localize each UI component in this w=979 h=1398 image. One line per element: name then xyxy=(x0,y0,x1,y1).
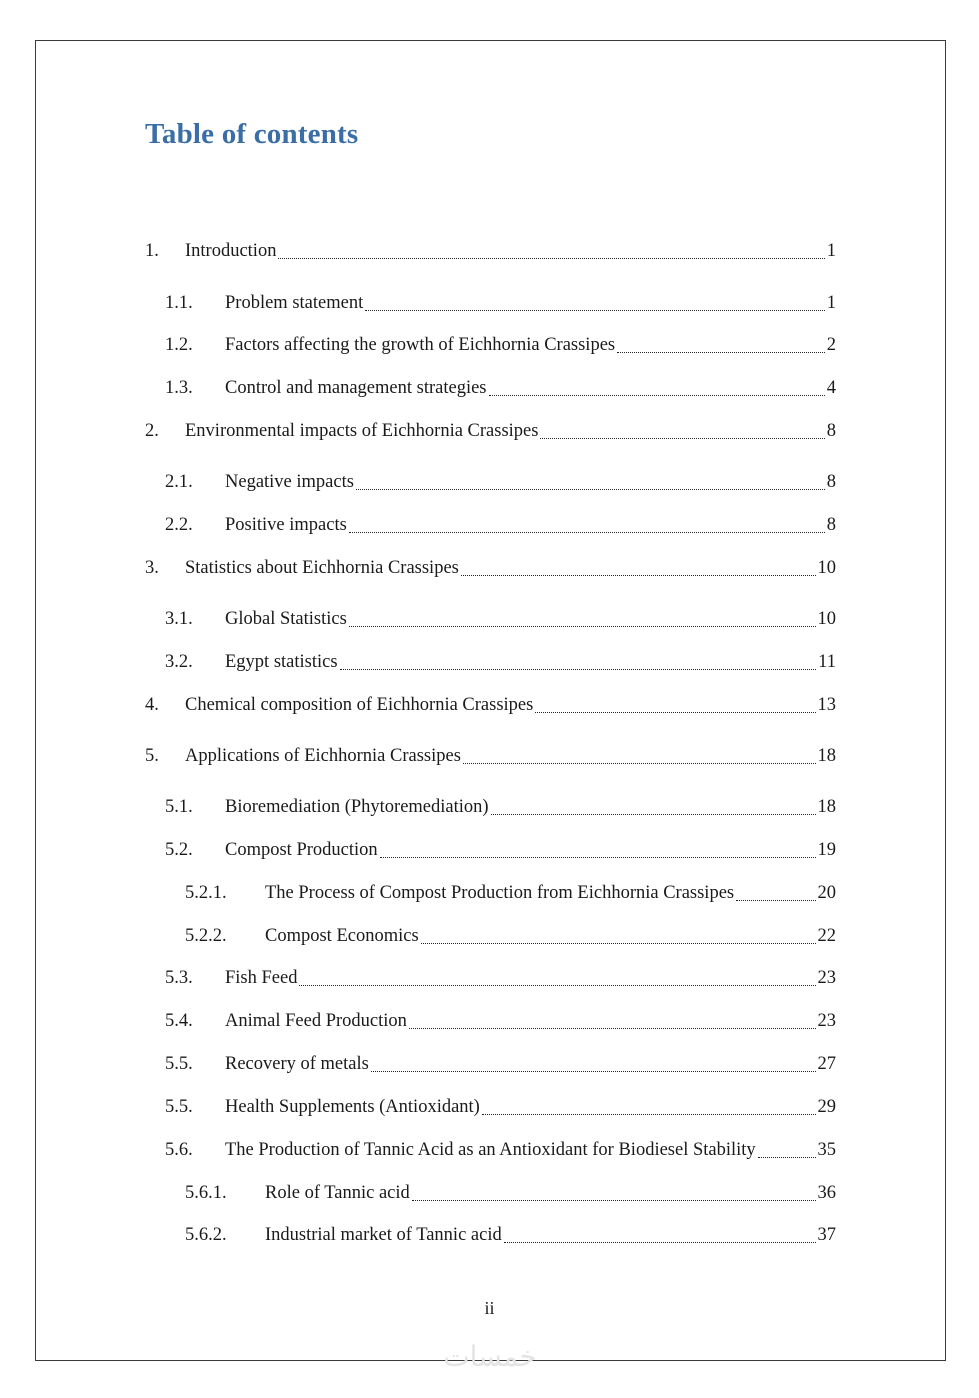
toc-entry-page: 18 xyxy=(817,797,836,817)
toc-entry-number: 5.5. xyxy=(165,1097,193,1117)
toc-entry-5-5b[interactable] xyxy=(165,1094,836,1120)
toc-entry-number: 5.3. xyxy=(165,968,193,988)
toc-entry-number: 5.6.1. xyxy=(185,1183,227,1203)
toc-entry-title: Introduction xyxy=(185,241,277,261)
toc-entry-title: Fish Feed xyxy=(225,968,298,988)
toc-entry-page: 36 xyxy=(817,1183,836,1203)
toc-entry-number: 5.5. xyxy=(165,1054,193,1074)
toc-entry-title: Industrial market of Tannic acid xyxy=(265,1225,502,1245)
toc-entry-5-6-1[interactable] xyxy=(185,1180,836,1206)
toc-entry-title: Role of Tannic acid xyxy=(265,1183,410,1203)
toc-entry-3-2[interactable] xyxy=(165,649,836,675)
toc-dot-leader xyxy=(491,814,816,815)
toc-entry-title: Compost Production xyxy=(225,840,378,860)
toc-entry-page: 22 xyxy=(817,926,836,946)
toc-entry-page: 23 xyxy=(817,968,836,988)
toc-entry-3-1[interactable] xyxy=(165,606,836,632)
toc-entry-5-2-2[interactable] xyxy=(185,923,836,949)
toc-entry-5-4[interactable] xyxy=(165,1008,836,1034)
toc-dot-leader xyxy=(461,575,816,576)
toc-entry-5-3[interactable] xyxy=(165,965,836,991)
toc-entry-title: The Production of Tannic Acid as an Antioxidant for Biodiesel Stability xyxy=(225,1140,756,1160)
toc-dot-leader xyxy=(489,395,825,396)
toc-entry-1-1[interactable] xyxy=(165,290,836,316)
toc-entry-title: Global Statistics xyxy=(225,609,347,629)
toc-dot-leader xyxy=(736,900,815,901)
toc-entry-number: 5.1. xyxy=(165,797,193,817)
toc-entry-title: Animal Feed Production xyxy=(225,1011,407,1031)
toc-entry-title: Egypt statistics xyxy=(225,652,338,672)
toc-entry-1-3[interactable] xyxy=(165,375,836,401)
toc-entry-number: 4. xyxy=(145,695,159,715)
toc-dot-leader xyxy=(617,352,825,353)
toc-entry-2[interactable] xyxy=(145,418,836,444)
toc-entry-number: 5.4. xyxy=(165,1011,193,1031)
toc-entry-5-2[interactable] xyxy=(165,837,836,863)
toc-dot-leader xyxy=(409,1028,816,1029)
toc-entry-page: 4 xyxy=(826,378,836,398)
toc-entry-page: 8 xyxy=(826,472,836,492)
toc-dot-leader xyxy=(504,1242,816,1243)
toc-entry-page: 10 xyxy=(817,558,836,578)
toc-entry-number: 1.1. xyxy=(165,293,193,313)
toc-entry-number: 1.2. xyxy=(165,335,193,355)
toc-entry-number: 2.1. xyxy=(165,472,193,492)
toc-entry-title: Compost Economics xyxy=(265,926,419,946)
toc-entry-number: 1.3. xyxy=(165,378,193,398)
toc-entry-number: 5.2.1. xyxy=(185,883,227,903)
toc-entry-page: 8 xyxy=(826,515,836,535)
toc-entry-title: Statistics about Eichhornia Crassipes xyxy=(185,558,459,578)
toc-entry-title: Chemical composition of Eichhornia Crassipes xyxy=(185,695,534,715)
toc-entry-title: Positive impacts xyxy=(225,515,347,535)
toc-dot-leader xyxy=(278,258,824,259)
toc-entry-title: Recovery of metals xyxy=(225,1054,369,1074)
toc-entry-number: 3.2. xyxy=(165,652,193,672)
toc-entry-1-2[interactable] xyxy=(165,332,836,358)
toc-entry-2-1[interactable] xyxy=(165,469,836,495)
toc-entry-page: 27 xyxy=(817,1054,836,1074)
toc-entry-page: 20 xyxy=(817,883,836,903)
toc-entry-number: 5. xyxy=(145,746,159,766)
toc-entry-title: Factors affecting the growth of Eichhornia Crassipes xyxy=(225,335,616,355)
toc-entry-5[interactable] xyxy=(145,743,836,769)
page-title: Table of contents xyxy=(145,118,359,150)
page-number: ii xyxy=(484,1298,495,1318)
toc-entry-page: 10 xyxy=(817,609,836,629)
toc-entry-number: 2.2. xyxy=(165,515,193,535)
toc-dot-leader xyxy=(482,1114,816,1115)
toc-entry-5-2-1[interactable] xyxy=(185,880,836,906)
toc-dot-leader xyxy=(540,438,824,439)
toc-entry-page: 13 xyxy=(817,695,836,715)
toc-dot-leader xyxy=(535,712,815,713)
toc-dot-leader xyxy=(365,310,825,311)
toc-entry-title: Applications of Eichhornia Crassipes xyxy=(185,746,461,766)
toc-entry-page: 35 xyxy=(817,1140,836,1160)
toc-entry-page: 1 xyxy=(826,293,836,313)
toc-entry-5-5[interactable] xyxy=(165,1051,836,1077)
toc-entry-number: 3.1. xyxy=(165,609,193,629)
toc-entry-number: 1. xyxy=(145,241,159,261)
toc-dot-leader xyxy=(356,489,825,490)
toc-dot-leader xyxy=(340,669,817,670)
toc-entry-3[interactable] xyxy=(145,555,836,581)
toc-entry-title: Environmental impacts of Eichhornia Crassipes xyxy=(185,421,539,441)
toc-entry-1[interactable] xyxy=(145,238,836,264)
toc-entry-title: Bioremediation (Phytoremediation) xyxy=(225,797,489,817)
toc-entry-2-2[interactable] xyxy=(165,512,836,538)
toc-entry-page: 1 xyxy=(826,241,836,261)
toc-dot-leader xyxy=(349,626,816,627)
toc-entry-page: 37 xyxy=(817,1225,836,1245)
toc-entry-page: 2 xyxy=(826,335,836,355)
toc-entry-4[interactable] xyxy=(145,692,836,718)
toc-entry-page: 8 xyxy=(826,421,836,441)
toc-dot-leader xyxy=(758,1157,816,1158)
toc-dot-leader xyxy=(463,763,816,764)
toc-dot-leader xyxy=(421,943,816,944)
toc-entry-number: 2. xyxy=(145,421,159,441)
toc-entry-title: Control and management strategies xyxy=(225,378,487,398)
toc-entry-title: Health Supplements (Antioxidant) xyxy=(225,1097,480,1117)
toc-entry-number: 3. xyxy=(145,558,159,578)
toc-entry-5-6[interactable] xyxy=(165,1137,836,1163)
toc-dot-leader xyxy=(412,1200,816,1201)
toc-entry-page: 29 xyxy=(817,1097,836,1117)
toc-entry-number: 5.6. xyxy=(165,1140,193,1160)
watermark-logo: خمسات xyxy=(443,1340,537,1373)
toc-entry-number: 5.2.2. xyxy=(185,926,227,946)
toc-entry-page: 19 xyxy=(817,840,836,860)
toc-entry-number: 5.2. xyxy=(165,840,193,860)
toc-entry-5-6-2[interactable] xyxy=(185,1222,836,1248)
toc-entry-title: Problem statement xyxy=(225,293,364,313)
toc-entry-title: Negative impacts xyxy=(225,472,354,492)
toc-entry-number: 5.6.2. xyxy=(185,1225,227,1245)
toc-dot-leader xyxy=(371,1071,816,1072)
toc-dot-leader xyxy=(349,532,825,533)
toc-entry-page: 18 xyxy=(817,746,836,766)
toc-dot-leader xyxy=(299,985,815,986)
toc-entry-title: The Process of Compost Production from Eichhornia Crassipes xyxy=(265,883,735,903)
toc-entry-page: 11 xyxy=(818,652,836,672)
toc-entry-page: 23 xyxy=(817,1011,836,1031)
toc-dot-leader xyxy=(380,857,816,858)
toc-entry-5-1[interactable] xyxy=(165,794,836,820)
